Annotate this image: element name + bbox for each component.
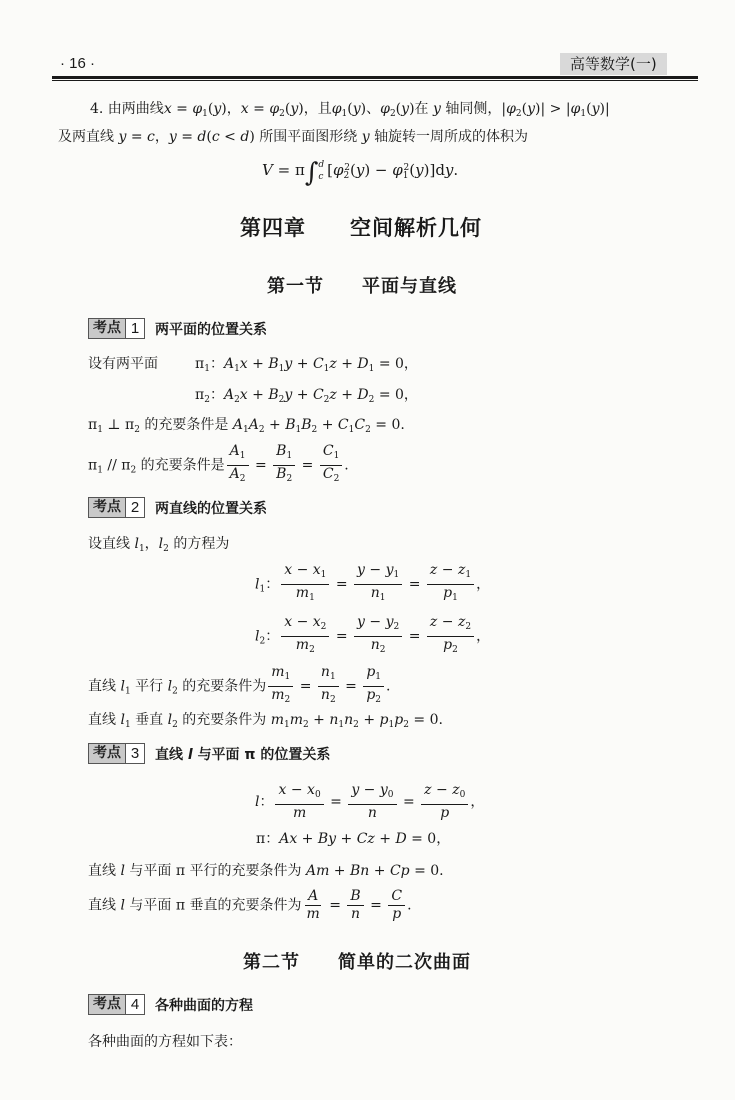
line-eq-2: $l_2$： $\frac{x - x_2}{m_2}$ = $\frac{y - y_2}{n_2}$ = $\frac{z - z_2}{p_2}$ ， [255,614,491,655]
kaodian-tag: 考点 [88,318,126,339]
line-l-eq: l： $\frac{x - x_0}{m}$ = $\frac{y - y_0}{n}$ = $\frac{z - z_0}{p}$ ， [255,782,485,821]
kaodian-number: 2 [126,497,145,518]
kaodian-4-heading [88,994,253,1015]
kaodian-number: 1 [126,318,145,339]
item4-line2: 及两直线 y = c，y = d(c < d) 所围平面图形绕 y 轴旋转一周所成的体积为 [58,129,529,145]
kaodian-number: 3 [126,743,145,764]
book-title: 高等数学(一) [560,53,667,75]
plane-intro: 设有两平面 [88,356,158,372]
section1-title: 第一节 平面与直线 [267,276,457,297]
plane-parallel-condition: $\pi_1 // \pi_2$ 的充要条件是 $\frac{A_1}{A_2}$ = $\frac{B_1}{B_2}$ = $\frac{C_1}{C_2}$ . [88,443,349,484]
line-parallel-condition: 直线 $l_1$ 平行 $l_2$ 的充要条件为 $\frac{m_1}{m_2}$ = $\frac{n_1}{n_2}$ = $\frac{p_1}{p_2}$ . [88,664,391,705]
surfaces-intro: 各种曲面的方程如下表： [88,1034,242,1050]
line-plane-perp-condition: 直线 l 与平面 π 垂直的充要条件为 $\frac{A}{m}$ = $\frac{B}{n}$ = $\frac{C}{p}$ . [88,888,412,922]
plane-perp-condition: $\pi_1$ ⊥ $\pi_2$ 的充要条件是 $A_1A_2 + B_1B_2 + C_1C_2 = 0$. [88,417,405,435]
chapter-title: 第四章 空间解析几何 [240,216,482,240]
section2-title: 第二节 简单的二次曲面 [243,952,471,973]
kaodian-title: 两平面的位置关系 [155,321,267,338]
line-intro: 设直线 $l_1$，$l_2$ 的方程为 [88,536,230,554]
plane-eq-2: $\pi_2$：$A_2x + B_2y + C_2z + D_2 = 0$， [195,387,418,405]
kaodian-2-heading [88,497,267,518]
header-rule [52,76,698,79]
volume-formula: V = π∫ d c $[\varphi_2^2(y) - \varphi_1^2(y)]dy$. [262,158,459,188]
plane-pi-eq: π：Ax + By + Cz + D = 0， [256,831,451,847]
kaodian-1-heading [88,318,267,339]
kaodian-number: 4 [126,994,145,1015]
kaodian-tag: 考点 [88,994,126,1015]
kaodian-title: 两直线的位置关系 [155,500,267,517]
item4-line1: 4. 由两曲线$x = \varphi_1(y)$，$x = \varphi_2(y)$，且$\varphi_1(y)$、$\varphi_2(y)$在 y 轴同侧，$|\varphi_2(y)| > |\varphi_1(y)|$ [90,101,610,119]
line-plane-parallel-condition: 直线 l 与平面 π 平行的充要条件为 Am + Bn + Cp = 0. [88,863,444,879]
page-number: · 16 · [60,55,96,72]
kaodian-title: 直线 l 与平面 π 的位置关系 [155,746,331,763]
plane-eq-1: $\pi_1$：$A_1x + B_1y + C_1z + D_1 = 0$， [195,356,418,374]
line-perp-condition: 直线 $l_1$ 垂直 $l_2$ 的充要条件为 $m_1m_2 + n_1n_2 + p_1p_2 = 0$. [88,712,443,730]
kaodian-tag: 考点 [88,743,126,764]
kaodian-tag: 考点 [88,497,126,518]
header-rule-thin [52,80,698,81]
kaodian-title: 各种曲面的方程 [155,997,253,1014]
line-eq-1: $l_1$： $\frac{x - x_1}{m_1}$ = $\frac{y - y_1}{n_1}$ = $\frac{z - z_1}{p_1}$ ， [255,562,491,603]
kaodian-3-heading [88,743,330,764]
